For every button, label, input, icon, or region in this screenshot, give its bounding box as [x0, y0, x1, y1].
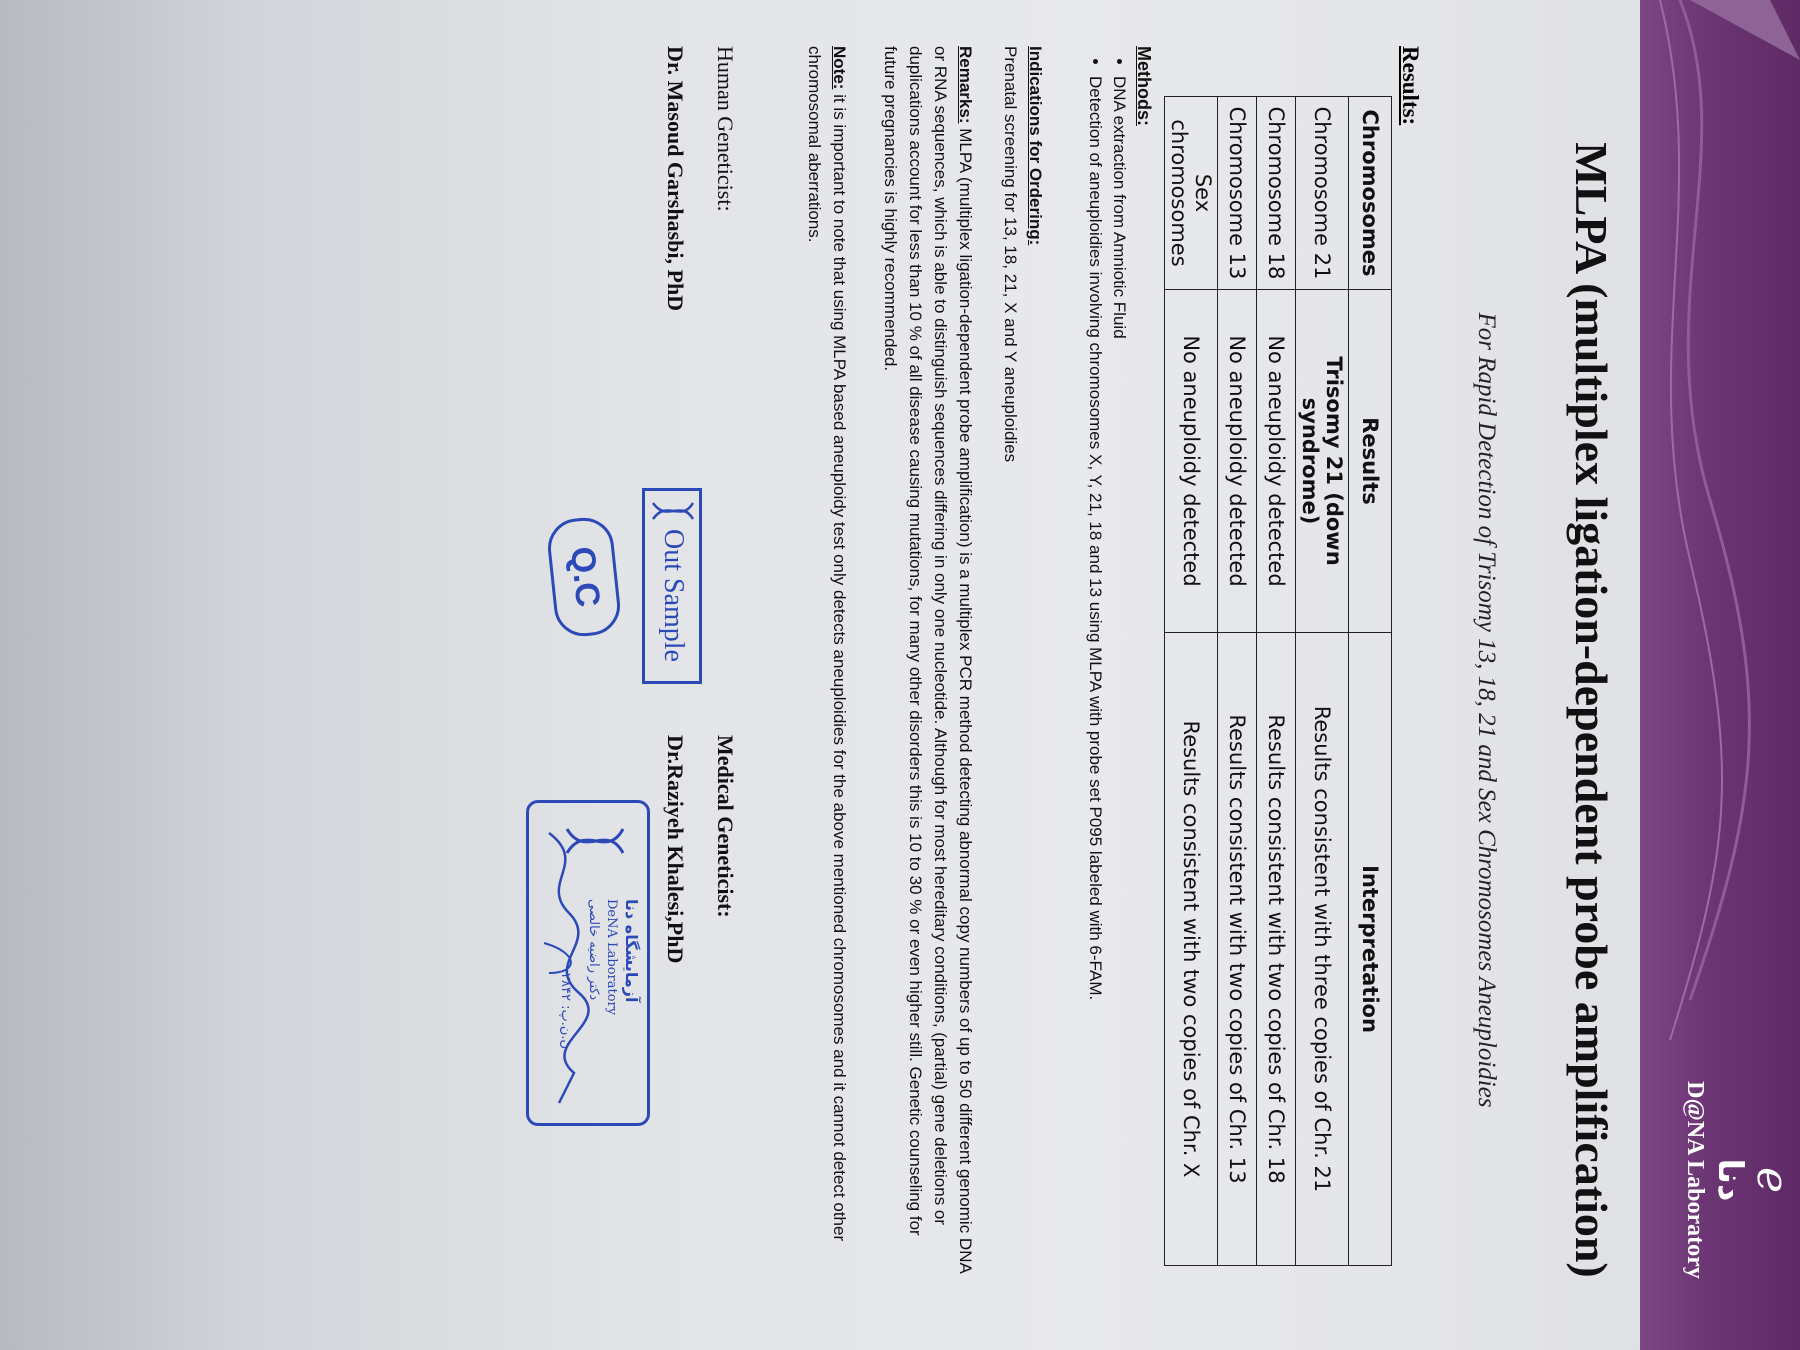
indications-heading: Indications for Ordering: — [1026, 46, 1045, 246]
medical-geneticist-label: Medical Geneticist: — [713, 735, 738, 918]
table-row — [1218, 97, 1257, 1266]
table-cell: No aneuploidy detected — [1165, 290, 1218, 633]
out-sample-text: Out Sample — [658, 529, 689, 662]
column-header: Interpretation — [1349, 633, 1392, 1266]
remarks-text: MLPA (multiplex ligation-dependent probe amplification) is a multiplex PCR method detecting abnormal copy numbers of up to 50 different genomic DNA or RNA sequences, which is able to distinguish sequences differing in only one nucleotide. Although for most hereditary conditions, (partial) gene deletions or duplications account for less than 10 % of all disease causing mutations, for many other disorders this is 10 to 30 % or even higher still. Genetic counseling for future pregnancies is highly recommended. — [881, 46, 975, 1273]
table-cell: Trisomy 21 (down syndrome) — [1296, 290, 1349, 633]
medical-geneticist-name: Dr.Raziyeh Khalesi,PhD — [663, 735, 688, 964]
column-header: Results — [1349, 290, 1392, 633]
lab-logo — [1681, 1050, 1798, 1310]
header-band — [1640, 0, 1800, 1350]
table-cell: Results consistent with two copies of Chr. 13 — [1218, 633, 1257, 1266]
list-item: • Detection of aneuploidies involving chromosomes X, Y, 21, 18 and 13 using MLPA with probe set P095 labeled with 6-FAM. — [1085, 76, 1105, 1000]
table-row — [1257, 97, 1296, 1266]
table-row — [1165, 97, 1218, 1266]
remarks-section — [878, 46, 978, 1276]
table-cell: Results consistent with two copies of Chr. X — [1165, 633, 1218, 1266]
lab-name-persian: دنا — [1710, 1158, 1750, 1202]
lab-stamp — [526, 800, 650, 1126]
page-title: MLPA (multiplex ligation-dependent probe amplification) — [1566, 142, 1617, 1278]
table-cell: Chromosome 21 — [1296, 97, 1349, 290]
lab-stamp-number: ن.ن.پ: ۲۸۴۲ — [558, 973, 573, 1050]
methods-heading: Methods: — [1134, 46, 1154, 126]
table-header-row — [1349, 97, 1392, 1266]
human-geneticist-name: Dr. Masoud Garshasbi, PhD — [663, 46, 688, 312]
table-cell: Chromosome 13 — [1218, 97, 1257, 290]
human-geneticist-label: Human Geneticist: — [713, 46, 738, 212]
handwritten-signature — [533, 823, 599, 1113]
lab-name: D@NA Laboratory — [1682, 1081, 1708, 1279]
results-heading: Results: — [1398, 46, 1423, 126]
results-table — [1164, 96, 1392, 1266]
column-header: Chromosomes — [1349, 97, 1392, 290]
note-label: Note: — [830, 46, 849, 90]
table-cell: Chromosome 18 — [1257, 97, 1296, 290]
dna-logo-icon: ℯ — [1747, 1166, 1798, 1194]
dna-icon — [651, 497, 695, 525]
lab-stamp-name: DeNA Laboratory — [604, 899, 619, 1016]
out-sample-stamp — [642, 488, 702, 684]
table-cell: No aneuploidy detected — [1218, 290, 1257, 633]
table-cell: Results consistent with three copies of Chr. 21 — [1296, 633, 1349, 1266]
page-subtitle: For Rapid Detection of Trisomy 13, 18, 21 and Sex Chromosomes Aneuploidies — [1473, 312, 1500, 1108]
table-cell: No aneuploidy detected — [1257, 290, 1296, 633]
list-item: • DNA extraction from Amniotic Fluid — [1109, 76, 1129, 1000]
note-section — [802, 46, 852, 1276]
note-text: it is important to note that using MLPA based aneuploidy test only detects aneuploidies for the above mentioned chromosomes and it cannot detect other chromosomal aberrations. — [805, 46, 849, 1242]
remarks-label: Remarks: — [956, 46, 975, 124]
lab-stamp-name-persian: آزمایشگاه دنا — [622, 899, 641, 1003]
table-row — [1296, 97, 1349, 1266]
table-cell: Results consistent with two copies of Chr. 18 — [1257, 633, 1296, 1266]
lab-stamp-director: دکتر راضیه خالصی — [586, 899, 601, 1001]
indications-text: Prenatal screening for 13, 18, 21, X and Y aneuploidies — [1001, 46, 1020, 463]
methods-section — [1081, 46, 1154, 1000]
indications-section — [998, 46, 1048, 462]
qc-stamp: Q.C — [545, 515, 623, 639]
table-cell: Sex chromosomes — [1165, 97, 1218, 290]
